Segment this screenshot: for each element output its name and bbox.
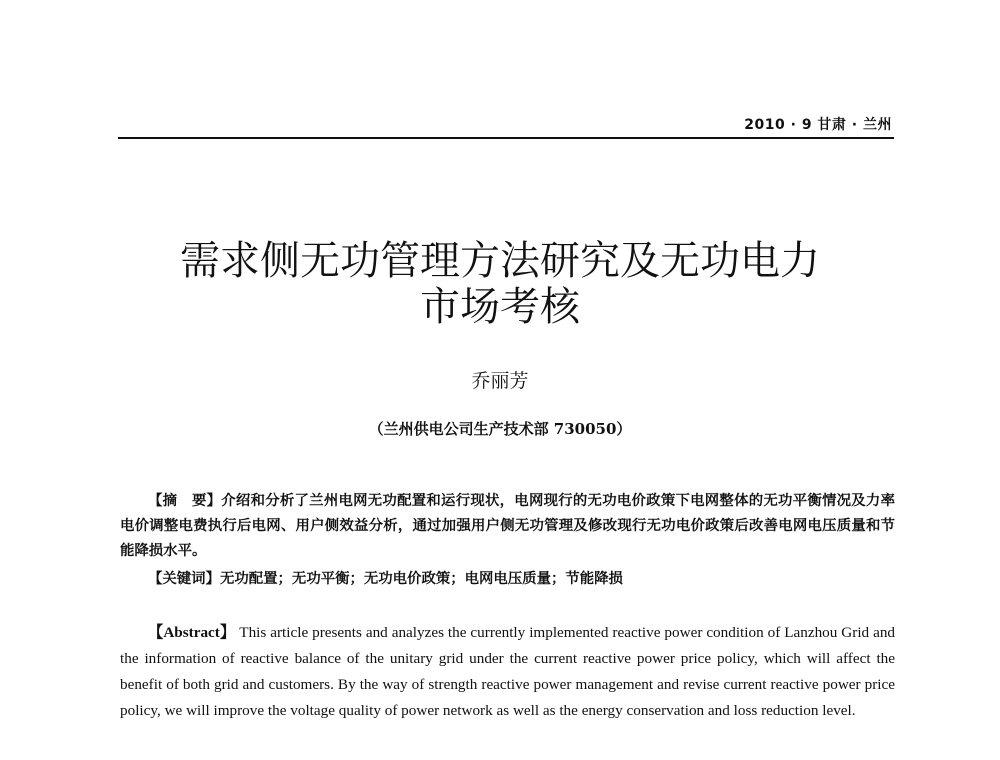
chinese-abstract-text: 介绍和分析了兰州电网无功配置和运行现状，电网现行的无功电价政策下电网整体的无功平衡情况及力率电价调整电费执行后电网、用户侧效益分析，通过加强用户侧无功管理及修改现行无功电价政策后改善电网电压质量和节能降损水平。 (120, 492, 895, 559)
chinese-keywords-text: 无功配置；无功平衡；无功电价政策；电网电压质量；节能降损 (219, 570, 623, 587)
chinese-keywords (120, 566, 895, 591)
paper-title-line-1: 需求侧无功管理方法研究及无功电力 (180, 238, 820, 284)
chinese-abstract-label: 【摘 要】 (148, 492, 222, 509)
english-abstract (120, 620, 895, 724)
chinese-abstract (120, 488, 895, 563)
author-name: 乔丽芳 (471, 370, 529, 392)
author-affiliation: （兰州供电公司生产技术部 730050） (368, 420, 632, 438)
english-abstract-text: This article presents and analyzes the currently implemented reactive power condition of Lanzhou Grid and the information of reactive balance of the unitary grid under the current reactive power price policy, which will affect the benefit of both grid and customers. By the way of strength reactive power management and revise current reactive power price policy, we will improve the voltage quality of power network as well as the energy conservation and loss reduction level. (120, 624, 896, 719)
english-abstract-label: 【Abstract】 (148, 624, 236, 641)
chinese-keywords-label: 【关键词】 (148, 570, 220, 587)
paper-title (0, 238, 1000, 330)
header-rule (118, 137, 894, 139)
issue-header: 2010 · 9 甘肃 · 兰州 (744, 117, 892, 133)
paper-title-line-2: 市场考核 (420, 284, 580, 330)
